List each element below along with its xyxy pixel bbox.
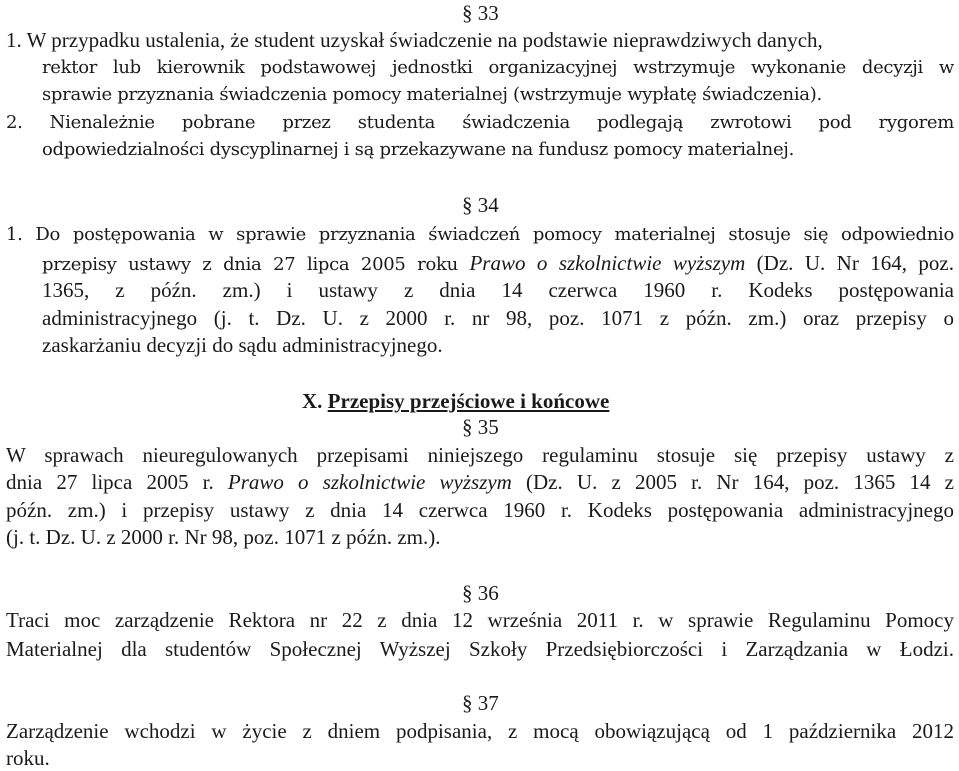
section-36-heading: § 36 <box>462 581 499 605</box>
s34-line-1: 1. Do postępowania w sprawie przyznania świadczeń pomocy materialnej stosuje się odpowiednio <box>6 224 954 245</box>
s37-line-1: Zarządzenie wchodzi w życie z dniem podpisania, z mocą obowiązującą od 1 października 2012 <box>6 719 954 743</box>
s34-line-5: zaskarżaniu decyzji do sądu administracyjnego. <box>42 333 443 357</box>
chapter-title: Przepisy przejściowe i końcowe <box>327 389 610 413</box>
s33-line-1: 1. W przypadku ustalenia, że student uzyskał świadczenie na podstawie nieprawdziwych danych, <box>6 28 823 52</box>
s36-line-2: Materialnej dla studentów Społecznej Wyższej Szkoły Przedsiębiorczości i Zarządzania w Łodzi. <box>6 637 954 661</box>
s34-act-title: Prawo o szkolnictwie wyższym <box>469 251 746 275</box>
s34-line-2: przepisy ustawy z dnia 27 lipca 2005 roku Prawo o szkolnictwie wyższym (Dz. U. Nr 164, poz. <box>42 251 954 275</box>
s35-line-4: (j. t. Dz. U. z 2000 r. Nr 98, poz. 1071 z późn. zm.). <box>6 525 441 549</box>
chapter-number: X. <box>302 389 323 413</box>
s33-line-4: 2. Nienależnie pobrane przez studenta świadczenia podlegają zwrotowi pod rygorem <box>6 112 954 133</box>
s37-line-2: roku. <box>6 746 50 770</box>
section-34-heading: § 34 <box>462 193 499 217</box>
chapter-heading <box>302 388 609 414</box>
section-33-heading: § 33 <box>462 1 499 25</box>
s33-line-5: odpowiedzialności dyscyplinarnej i są przekazywane na fundusz pomocy materialnej. <box>42 139 795 160</box>
s35-line-2: dnia 27 lipca 2005 r. Prawo o szkolnictwie wyższym (Dz. U. z 2005 r. Nr 164, poz. 1365 14 z <box>6 470 954 494</box>
s34-line-4: administracyjnego (j. t. Dz. U. z 2000 r. nr 98, poz. 1071 z późn. zm.) oraz przepisy o <box>42 306 954 330</box>
s34-line-3: 1365, z późn. zm.) i ustawy z dnia 14 czerwca 1960 r. Kodeks postępowania <box>42 278 954 302</box>
section-37-heading: § 37 <box>462 691 499 715</box>
s35-line-3: późn. zm.) i przepisy ustawy z dnia 14 czerwca 1960 r. Kodeks postępowania administracyjnego <box>6 498 954 522</box>
section-35-heading: § 35 <box>462 415 499 439</box>
s33-line-2: rektor lub kierownik podstawowej jednostki organizacyjnej wstrzymuje wykonanie decyzji w <box>42 57 954 78</box>
s36-line-1: Traci moc zarządzenie Rektora nr 22 z dnia 12 września 2011 r. w sprawie Regulaminu Pomocy <box>6 608 954 632</box>
s35-act-title: Prawo o szkolnictwie wyższym <box>227 470 512 494</box>
s33-line-3: sprawie przyznania świadczenia pomocy materialnej (wstrzymuje wypłatę świadczenia). <box>42 84 822 105</box>
s35-line-1: W sprawach nieuregulowanych przepisami niniejszego regulaminu stosuje się przepisy ustawy z <box>6 443 954 467</box>
